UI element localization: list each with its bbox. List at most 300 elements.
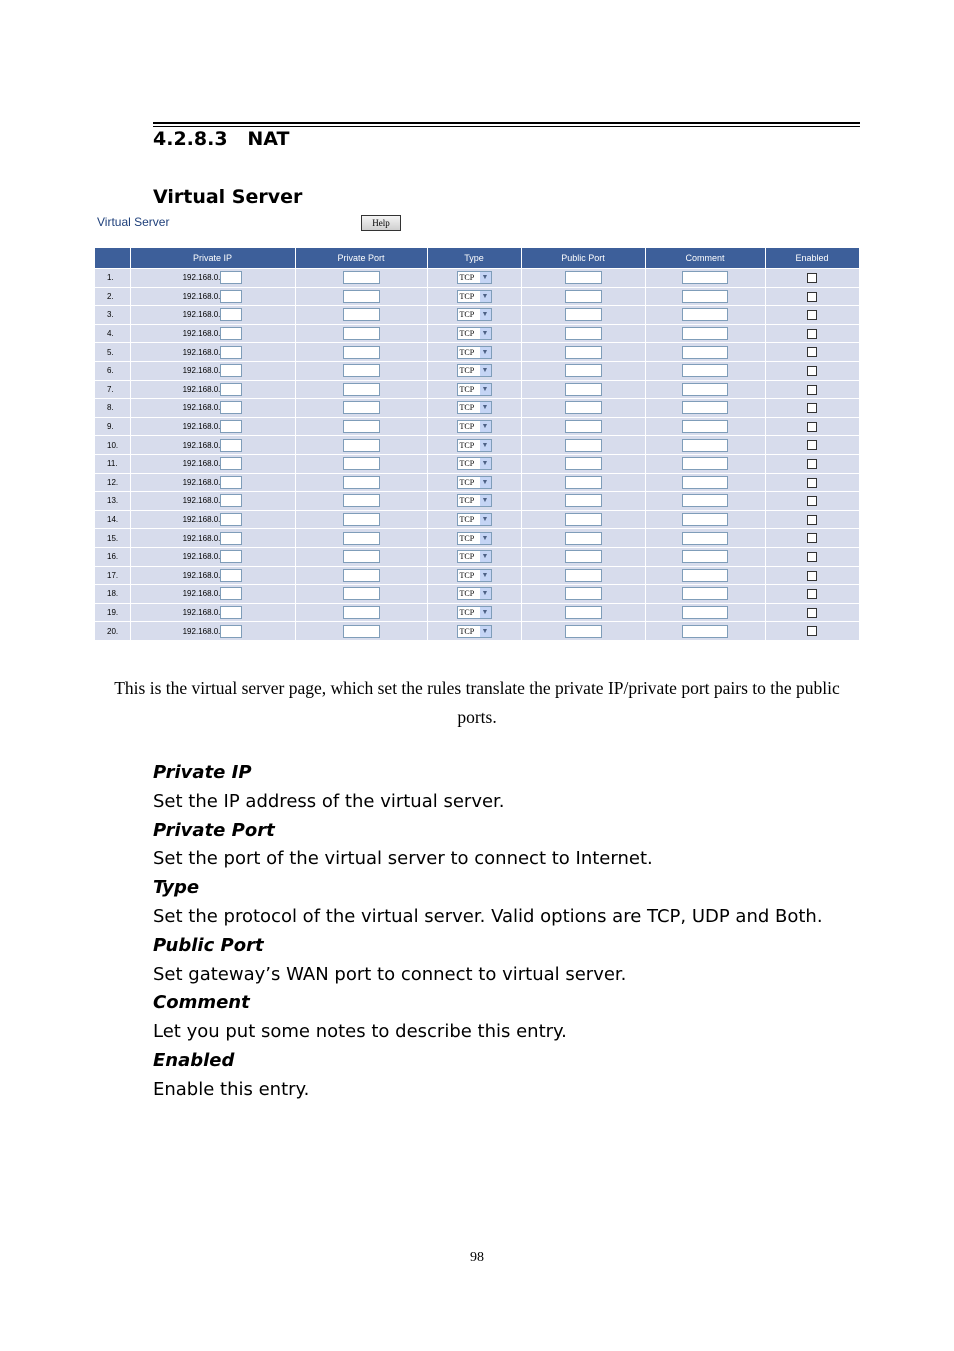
type-select[interactable] — [457, 476, 492, 489]
comment-cell — [645, 324, 765, 343]
private-ip-input[interactable] — [220, 625, 242, 638]
type-select[interactable] — [457, 569, 492, 582]
type-select[interactable] — [457, 625, 492, 638]
public-port-cell — [521, 380, 645, 399]
private-port-input[interactable] — [343, 569, 380, 582]
type-cell — [427, 361, 521, 380]
public-port-cell — [521, 417, 645, 436]
type-select[interactable] — [457, 308, 492, 321]
enabled-cell — [765, 473, 859, 492]
row-number: 17. — [95, 566, 130, 585]
enabled-checkbox[interactable] — [807, 273, 817, 283]
enabled-checkbox[interactable] — [807, 496, 817, 506]
comment-input[interactable] — [682, 308, 728, 321]
private-port-input[interactable] — [343, 401, 380, 414]
enabled-cell — [765, 361, 859, 380]
chevron-down-icon[interactable]: ▼ — [480, 309, 491, 320]
comment-cell — [645, 343, 765, 362]
private-port-input[interactable] — [343, 625, 380, 638]
private-port-input[interactable] — [343, 532, 380, 545]
chevron-down-icon[interactable]: ▼ — [480, 328, 491, 339]
private-port-input[interactable] — [343, 550, 380, 563]
virtual-server-table — [95, 248, 860, 640]
private-ip-input[interactable] — [220, 346, 242, 359]
sub-heading: Virtual Server — [153, 186, 303, 208]
private-port-cell — [295, 529, 427, 548]
help-button[interactable]: Help — [361, 215, 401, 231]
private-ip-input[interactable] — [220, 457, 242, 470]
private-ip-cell — [130, 324, 295, 343]
chevron-down-icon[interactable]: ▼ — [480, 588, 491, 599]
type-cell — [427, 399, 521, 418]
enabled-checkbox[interactable] — [807, 589, 817, 599]
definition-term: Type — [153, 877, 200, 899]
table-row — [95, 454, 859, 473]
type-cell — [427, 269, 521, 288]
public-port-cell — [521, 510, 645, 529]
row-number: 19. — [95, 603, 130, 622]
type-selected-value: TCP — [459, 273, 475, 283]
public-port-input[interactable] — [565, 606, 602, 619]
chevron-down-icon[interactable]: ▼ — [480, 347, 491, 358]
definition-description: Set gateway’s WAN port to connect to virtual server. — [153, 963, 627, 985]
public-port-cell — [521, 287, 645, 306]
public-port-input[interactable] — [565, 346, 602, 359]
public-port-cell — [521, 492, 645, 511]
private-ip-cell — [130, 287, 295, 306]
enabled-checkbox[interactable] — [807, 440, 817, 450]
private-port-input[interactable] — [343, 383, 380, 396]
public-port-input[interactable] — [565, 476, 602, 489]
chevron-down-icon[interactable]: ▼ — [480, 551, 491, 562]
type-select[interactable] — [457, 401, 492, 414]
comment-input[interactable] — [682, 476, 728, 489]
table-row — [95, 585, 859, 604]
enabled-cell — [765, 380, 859, 399]
type-cell — [427, 510, 521, 529]
comment-input[interactable] — [682, 606, 728, 619]
private-port-input[interactable] — [343, 439, 380, 452]
type-selected-value: TCP — [459, 607, 475, 617]
section-heading: 4.2.8.3 NAT — [153, 128, 290, 150]
chevron-down-icon[interactable]: ▼ — [480, 533, 491, 544]
type-select[interactable] — [457, 513, 492, 526]
private-port-input[interactable] — [343, 494, 380, 507]
private-ip-input[interactable] — [220, 308, 242, 321]
ip-prefix: 192.168.0. — [182, 310, 221, 320]
ip-prefix: 192.168.0. — [182, 422, 221, 432]
public-port-input[interactable] — [565, 271, 602, 284]
type-cell — [427, 306, 521, 325]
comment-input[interactable] — [682, 383, 728, 396]
private-port-cell — [295, 510, 427, 529]
row-number: 13. — [95, 492, 130, 511]
chevron-down-icon[interactable]: ▼ — [480, 384, 491, 395]
definition-term: Private Port — [153, 819, 275, 841]
enabled-cell — [765, 269, 859, 288]
public-port-input[interactable] — [565, 420, 602, 433]
comment-cell — [645, 473, 765, 492]
figure-caption: This is the virtual server page, which set the rules translate the private IP/private port pairs to the public ports. — [114, 678, 840, 727]
enabled-checkbox[interactable] — [807, 552, 817, 562]
definition-description: Set the port of the virtual server to connect to Internet. — [153, 848, 653, 870]
public-port-input[interactable] — [565, 494, 602, 507]
comment-cell — [645, 547, 765, 566]
private-port-cell — [295, 361, 427, 380]
enabled-checkbox[interactable] — [807, 478, 817, 488]
row-number: 5. — [95, 343, 130, 362]
type-cell — [427, 585, 521, 604]
private-ip-input[interactable] — [220, 290, 242, 303]
enabled-cell — [765, 399, 859, 418]
type-select[interactable] — [457, 290, 492, 303]
private-port-input[interactable] — [343, 606, 380, 619]
public-port-input[interactable] — [565, 308, 602, 321]
row-number: 2. — [95, 287, 130, 306]
enabled-cell — [765, 324, 859, 343]
private-port-cell — [295, 380, 427, 399]
enabled-cell — [765, 343, 859, 362]
comment-input[interactable] — [682, 550, 728, 563]
row-number: 8. — [95, 399, 130, 418]
private-ip-cell — [130, 269, 295, 288]
private-port-input[interactable] — [343, 327, 380, 340]
private-ip-input[interactable] — [220, 569, 242, 582]
private-port-cell — [295, 306, 427, 325]
private-port-input[interactable] — [343, 346, 380, 359]
enabled-cell — [765, 529, 859, 548]
row-number: 9. — [95, 417, 130, 436]
type-cell — [427, 343, 521, 362]
public-port-input[interactable] — [565, 532, 602, 545]
comment-cell — [645, 529, 765, 548]
row-number: 20. — [95, 622, 130, 640]
enabled-checkbox[interactable] — [807, 366, 817, 376]
enabled-cell — [765, 417, 859, 436]
definition-term: Public Port — [153, 934, 264, 956]
ip-prefix: 192.168.0. — [182, 570, 221, 580]
private-ip-input[interactable] — [220, 606, 242, 619]
comment-input[interactable] — [682, 364, 728, 377]
type-selected-value: TCP — [459, 329, 475, 339]
comment-input[interactable] — [682, 439, 728, 452]
chevron-down-icon[interactable]: ▼ — [480, 514, 491, 525]
type-select[interactable] — [457, 550, 492, 563]
enabled-checkbox[interactable] — [807, 329, 817, 339]
definition-description: Set the protocol of the virtual server. Valid options are TCP, UDP and Both. — [153, 905, 823, 927]
enabled-cell — [765, 622, 859, 640]
private-ip-cell — [130, 380, 295, 399]
private-port-input[interactable] — [343, 290, 380, 303]
public-port-input[interactable] — [565, 513, 602, 526]
private-port-cell — [295, 585, 427, 604]
comment-input[interactable] — [682, 401, 728, 414]
private-ip-input[interactable] — [220, 327, 242, 340]
enabled-checkbox[interactable] — [807, 533, 817, 543]
row-number: 4. — [95, 324, 130, 343]
comment-input[interactable] — [682, 420, 728, 433]
ip-prefix: 192.168.0. — [182, 384, 221, 394]
comment-cell — [645, 287, 765, 306]
comment-input[interactable] — [682, 625, 728, 638]
row-number: 16. — [95, 547, 130, 566]
type-select[interactable] — [457, 457, 492, 470]
row-number: 12. — [95, 473, 130, 492]
ip-prefix: 192.168.0. — [182, 329, 221, 339]
type-selected-value: TCP — [459, 366, 475, 376]
private-ip-input[interactable] — [220, 513, 242, 526]
table-row — [95, 324, 859, 343]
type-select[interactable] — [457, 494, 492, 507]
row-number: 7. — [95, 380, 130, 399]
enabled-cell — [765, 492, 859, 511]
ip-prefix: 192.168.0. — [182, 459, 221, 469]
comment-cell — [645, 399, 765, 418]
comment-input[interactable] — [682, 457, 728, 470]
comment-cell — [645, 492, 765, 511]
public-port-cell — [521, 603, 645, 622]
table-row — [95, 306, 859, 325]
comment-input[interactable] — [682, 346, 728, 359]
enabled-checkbox[interactable] — [807, 403, 817, 413]
private-ip-cell — [130, 585, 295, 604]
table-row — [95, 361, 859, 380]
type-select[interactable] — [457, 346, 492, 359]
definition-list — [153, 759, 853, 1105]
chevron-down-icon[interactable]: ▼ — [480, 291, 491, 302]
enabled-cell — [765, 306, 859, 325]
chevron-down-icon[interactable]: ▼ — [480, 365, 491, 376]
private-ip-input[interactable] — [220, 494, 242, 507]
ip-prefix: 192.168.0. — [182, 347, 221, 357]
ip-prefix: 192.168.0. — [182, 366, 221, 376]
public-port-cell — [521, 269, 645, 288]
comment-cell — [645, 269, 765, 288]
chevron-down-icon[interactable]: ▼ — [480, 570, 491, 581]
private-ip-input[interactable] — [220, 364, 242, 377]
ip-prefix: 192.168.0. — [182, 552, 221, 562]
table-row — [95, 622, 859, 640]
comment-cell — [645, 585, 765, 604]
type-selected-value: TCP — [459, 422, 475, 432]
private-port-cell — [295, 343, 427, 362]
private-ip-cell — [130, 492, 295, 511]
comment-input[interactable] — [682, 290, 728, 303]
public-port-cell — [521, 454, 645, 473]
chevron-down-icon[interactable]: ▼ — [480, 458, 491, 469]
type-cell — [427, 566, 521, 585]
table-row — [95, 603, 859, 622]
comment-input[interactable] — [682, 513, 728, 526]
ip-prefix: 192.168.0. — [182, 607, 221, 617]
enabled-checkbox[interactable] — [807, 459, 817, 469]
private-port-input[interactable] — [343, 271, 380, 284]
type-cell — [427, 529, 521, 548]
header-number — [95, 248, 130, 269]
panel-title: Virtual Server — [97, 215, 170, 229]
type-selected-value: TCP — [459, 347, 475, 357]
row-number: 15. — [95, 529, 130, 548]
private-port-cell — [295, 566, 427, 585]
type-selected-value: TCP — [459, 403, 475, 413]
chevron-down-icon[interactable]: ▼ — [480, 495, 491, 506]
enabled-checkbox[interactable] — [807, 422, 817, 432]
type-select[interactable] — [457, 606, 492, 619]
type-selected-value: TCP — [459, 310, 475, 320]
table-row — [95, 510, 859, 529]
ip-prefix: 192.168.0. — [182, 626, 221, 636]
private-ip-input[interactable] — [220, 401, 242, 414]
comment-input[interactable] — [682, 327, 728, 340]
public-port-cell — [521, 324, 645, 343]
public-port-input[interactable] — [565, 383, 602, 396]
comment-input[interactable] — [682, 569, 728, 582]
public-port-input[interactable] — [565, 401, 602, 414]
enabled-checkbox[interactable] — [807, 515, 817, 525]
private-ip-input[interactable] — [220, 420, 242, 433]
private-port-input[interactable] — [343, 476, 380, 489]
definition-term: Comment — [153, 992, 250, 1014]
private-port-cell — [295, 436, 427, 455]
private-port-cell — [295, 399, 427, 418]
private-port-input[interactable] — [343, 308, 380, 321]
type-select[interactable] — [457, 383, 492, 396]
type-select[interactable] — [457, 439, 492, 452]
public-port-cell — [521, 566, 645, 585]
chevron-down-icon[interactable]: ▼ — [480, 421, 491, 432]
public-port-input[interactable] — [565, 550, 602, 563]
private-port-input[interactable] — [343, 420, 380, 433]
comment-input[interactable] — [682, 494, 728, 507]
enabled-cell — [765, 454, 859, 473]
type-selected-value: TCP — [459, 496, 475, 506]
header-type: Type — [427, 248, 521, 269]
type-cell — [427, 417, 521, 436]
private-ip-input[interactable] — [220, 587, 242, 600]
type-select[interactable] — [457, 364, 492, 377]
private-ip-input[interactable] — [220, 532, 242, 545]
enabled-checkbox[interactable] — [807, 608, 817, 618]
private-ip-cell — [130, 566, 295, 585]
public-port-input[interactable] — [565, 457, 602, 470]
private-ip-cell — [130, 473, 295, 492]
enabled-checkbox[interactable] — [807, 385, 817, 395]
private-port-input[interactable] — [343, 457, 380, 470]
type-selected-value: TCP — [459, 459, 475, 469]
definition-description: Enable this entry. — [153, 1078, 310, 1100]
enabled-checkbox[interactable] — [807, 626, 817, 636]
type-selected-value: TCP — [459, 589, 475, 599]
chevron-down-icon[interactable]: ▼ — [480, 272, 491, 283]
public-port-cell — [521, 585, 645, 604]
private-ip-input[interactable] — [220, 476, 242, 489]
enabled-checkbox[interactable] — [807, 310, 817, 320]
private-ip-cell — [130, 361, 295, 380]
public-port-cell — [521, 547, 645, 566]
heading-rule-thin — [153, 126, 860, 127]
private-ip-input[interactable] — [220, 271, 242, 284]
definition-term: Enabled — [153, 1049, 235, 1071]
table-row — [95, 529, 859, 548]
private-ip-input[interactable] — [220, 439, 242, 452]
ip-prefix: 192.168.0. — [182, 403, 221, 413]
public-port-input[interactable] — [565, 587, 602, 600]
comment-input[interactable] — [682, 587, 728, 600]
comment-cell — [645, 603, 765, 622]
private-port-input[interactable] — [343, 587, 380, 600]
enabled-cell — [765, 287, 859, 306]
public-port-input[interactable] — [565, 364, 602, 377]
row-number: 3. — [95, 306, 130, 325]
type-select[interactable] — [457, 532, 492, 545]
enabled-cell — [765, 585, 859, 604]
ip-prefix: 192.168.0. — [182, 589, 221, 599]
public-port-cell — [521, 306, 645, 325]
public-port-input[interactable] — [565, 327, 602, 340]
chevron-down-icon[interactable]: ▼ — [480, 477, 491, 488]
table-header-row — [95, 248, 859, 269]
enabled-cell — [765, 603, 859, 622]
private-ip-cell — [130, 510, 295, 529]
chevron-down-icon[interactable]: ▼ — [480, 402, 491, 413]
table-row — [95, 492, 859, 511]
public-port-input[interactable] — [565, 625, 602, 638]
table-row — [95, 380, 859, 399]
definition-term: Private IP — [153, 762, 252, 783]
comment-cell — [645, 510, 765, 529]
row-number: 14. — [95, 510, 130, 529]
private-ip-cell — [130, 306, 295, 325]
chevron-down-icon[interactable]: ▼ — [480, 440, 491, 451]
type-select[interactable] — [457, 271, 492, 284]
public-port-input[interactable] — [565, 290, 602, 303]
private-port-cell — [295, 454, 427, 473]
private-port-input[interactable] — [343, 364, 380, 377]
type-select[interactable] — [457, 327, 492, 340]
public-port-input[interactable] — [565, 439, 602, 452]
private-port-cell — [295, 547, 427, 566]
public-port-input[interactable] — [565, 569, 602, 582]
public-port-cell — [521, 361, 645, 380]
header-comment: Comment — [645, 248, 765, 269]
type-cell — [427, 380, 521, 399]
enabled-checkbox[interactable] — [807, 571, 817, 581]
type-cell — [427, 622, 521, 640]
private-ip-cell — [130, 343, 295, 362]
comment-cell — [645, 454, 765, 473]
public-port-cell — [521, 622, 645, 640]
type-select[interactable] — [457, 587, 492, 600]
private-ip-input[interactable] — [220, 383, 242, 396]
comment-input[interactable] — [682, 532, 728, 545]
enabled-checkbox[interactable] — [807, 347, 817, 357]
private-port-cell — [295, 287, 427, 306]
private-ip-input[interactable] — [220, 550, 242, 563]
comment-cell — [645, 380, 765, 399]
chevron-down-icon[interactable]: ▼ — [480, 626, 491, 637]
type-cell — [427, 287, 521, 306]
chevron-down-icon[interactable]: ▼ — [480, 607, 491, 618]
public-port-cell — [521, 529, 645, 548]
enabled-checkbox[interactable] — [807, 292, 817, 302]
type-select[interactable] — [457, 420, 492, 433]
enabled-cell — [765, 510, 859, 529]
table-row — [95, 547, 859, 566]
private-port-input[interactable] — [343, 513, 380, 526]
comment-input[interactable] — [682, 271, 728, 284]
table-body — [95, 269, 859, 640]
ip-prefix: 192.168.0. — [182, 440, 221, 450]
